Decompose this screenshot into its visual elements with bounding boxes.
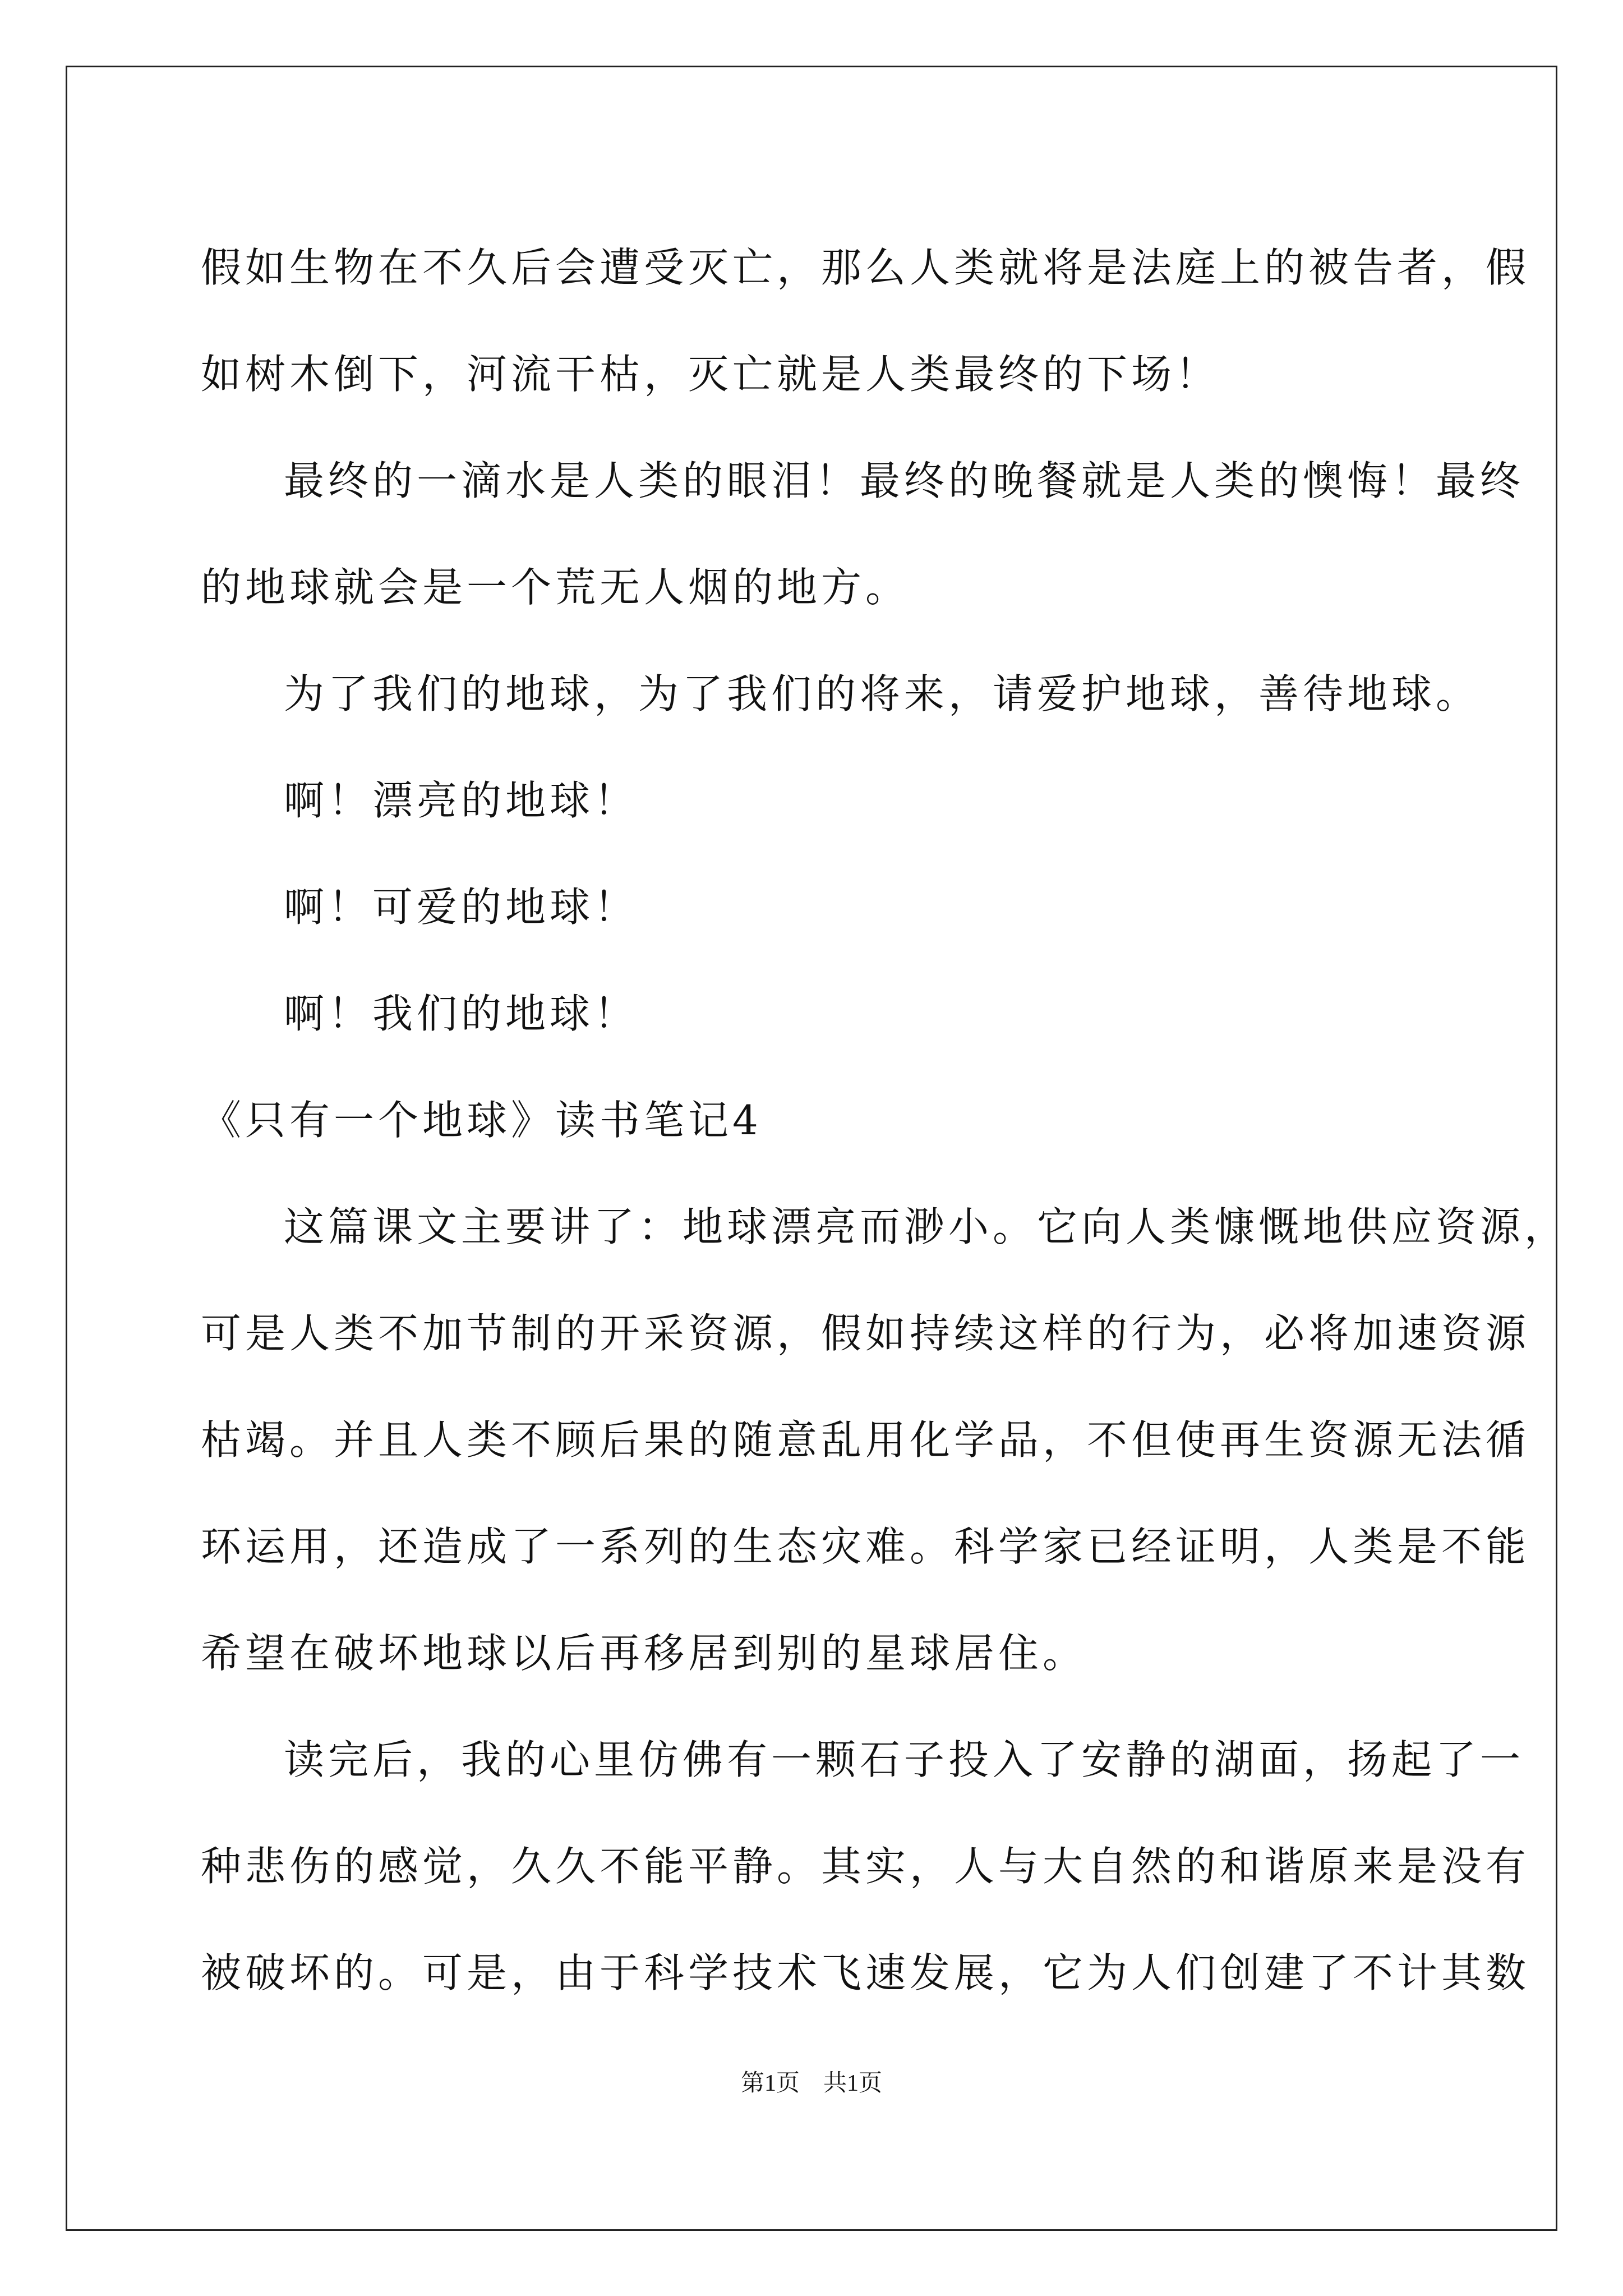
text-line: 啊！漂亮的地球！: [284, 777, 639, 824]
text-line: 可是人类不加节制的开采资源，假如持续这样的行为，必将加速资源: [201, 1310, 1530, 1357]
text-line: 这篇课文主要讲了：地球漂亮而渺小。它向人类慷慨地供应资源，: [284, 1203, 1569, 1250]
text-line: 的地球就会是一个荒无人烟的地方。: [201, 564, 910, 611]
text-line: 希望在破坏地球以后再移居到别的星球居住。: [201, 1630, 1087, 1677]
document-body: [201, 214, 1569, 2026]
text-line: 读完后，我的心里仿佛有一颗石子投入了安静的湖面，扬起了一: [284, 1736, 1525, 1783]
text-line: 啊！我们的地球！: [284, 990, 639, 1037]
text-line: 如树木倒下，河流干枯，灭亡就是人类最终的下场！: [201, 351, 1220, 398]
text-line: 被破坏的。可是，由于科学技术飞速发展，它为人们创建了不计其数: [201, 1949, 1530, 1996]
section-heading: 《只有一个地球》读书笔记4: [201, 1097, 762, 1144]
text-line: 种悲伤的感觉，久久不能平静。其实，人与大自然的和谐原来是没有: [201, 1843, 1530, 1890]
text-line: 枯竭。并且人类不顾后果的随意乱用化学品，不但使再生资源无法循: [201, 1416, 1530, 1464]
text-line: 假如生物在不久后会遭受灭亡，那么人类就将是法庭上的被告者，假: [201, 244, 1530, 291]
text-line: 啊！可爱的地球！: [284, 884, 639, 931]
page-number-footer: 第1页 共1页: [740, 2070, 882, 2096]
text-line: 为了我们的地球，为了我们的将来，请爱护地球，善待地球。: [284, 670, 1481, 717]
text-line: 最终的一滴水是人类的眼泪！最终的晚餐就是人类的懊悔！最终: [284, 457, 1525, 504]
text-line: 环运用，还造成了一系列的生态灾难。科学家已经证明，人类是不能: [201, 1523, 1530, 1570]
